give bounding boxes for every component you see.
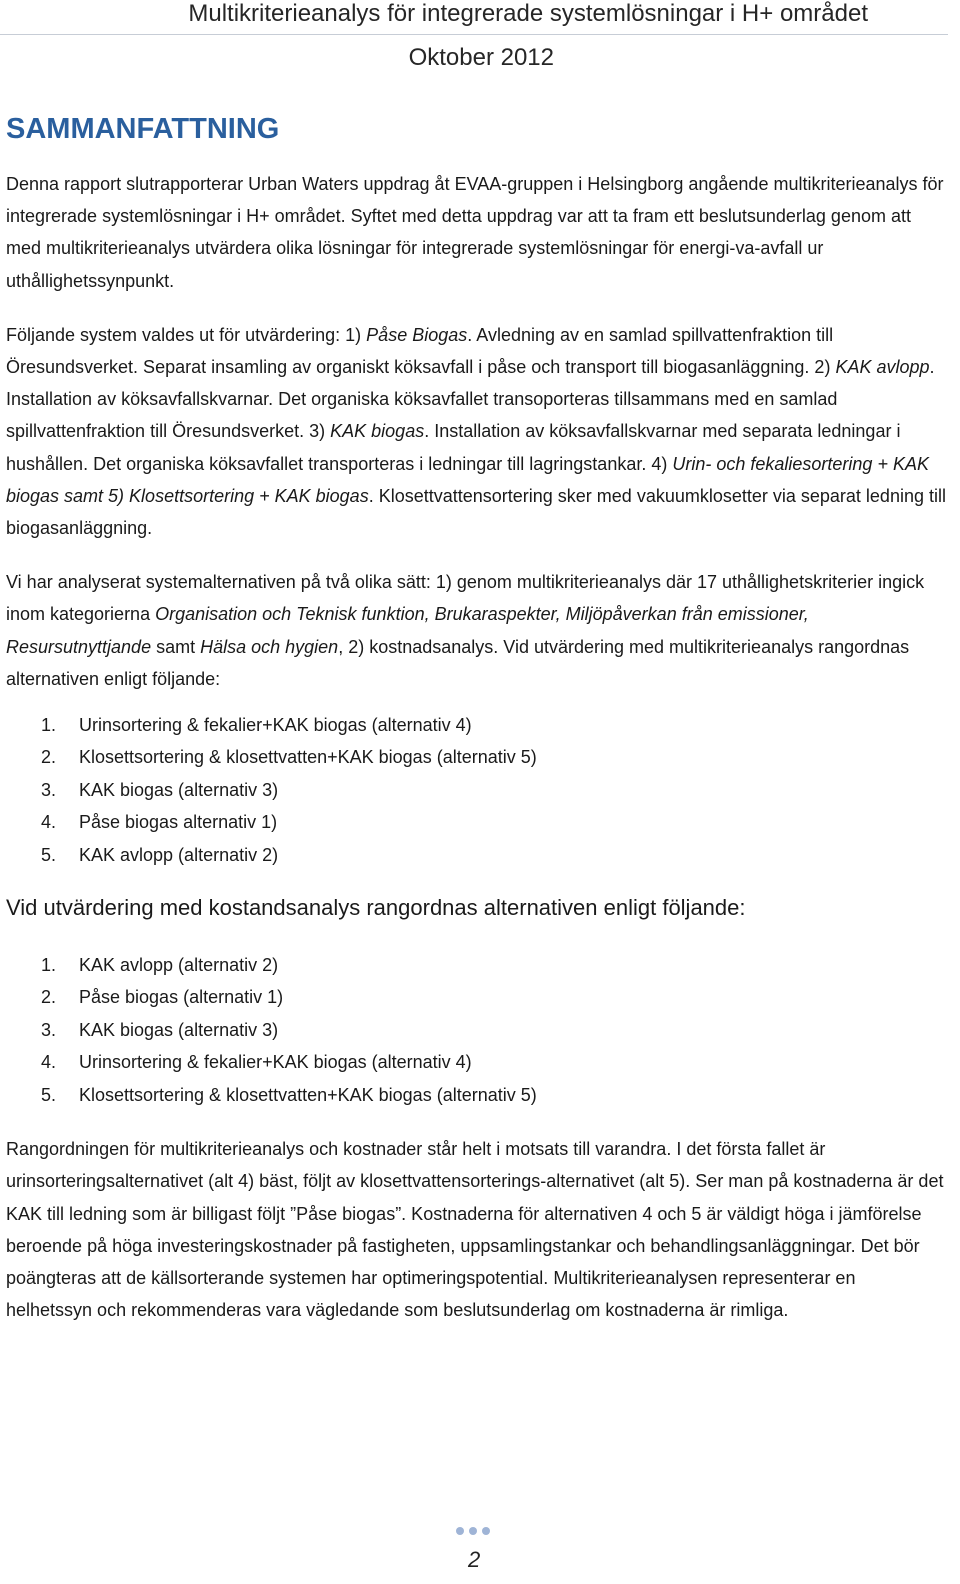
list-item-text: KAK avlopp (alternativ 2) [79, 955, 279, 976]
list-item [41, 1046, 946, 1078]
list-item [41, 1079, 946, 1111]
systems-italic-4: Urin- och fekaliesortering + KAK biogas samt 5) Klosettsortering + KAK biogas [6, 453, 929, 506]
systems-text-3: . Installation av köksavfallskvarnar. Det organiska köksavfallet transoporteras tillsammans med en samlad spillvattenfraktion till Öresundsverket. 3) [6, 357, 935, 442]
list-item-number: 2. [41, 747, 57, 768]
header-divider [0, 34, 948, 35]
analysis-text-2: samt [151, 636, 201, 657]
list-item-text: KAK biogas (alternativ 3) [79, 1019, 279, 1040]
systems-text-1: Följande system valdes ut för utvärdering: 1) [6, 324, 367, 345]
list-item [41, 709, 946, 741]
document-title: Multikriterieanalys för integrerade systemlösningar i H+ området [188, 0, 868, 27]
conclusion-paragraph: Rangordningen för multikriterieanalys och kostnader står helt i motsats till varandra. I det första fallet är urinsorteringsalternativet (alt 4) bäst, följt av klosettvattensorterings-alternativet (alt 5). Ser man på kostnaderna är det KAK till ledning som är billigast följt ”Påse biogas”. Kostnaderna för alternativen 4 och 5 är väldigt höga i jämförelse beroende på höga investeringskostnader på fastigheten, uppsamlingstankar och behandlingsanläggningar. Det bör poängteras att de källsorterande systemen har optimeringspotential. Multikriterieanalysen representerar en helhetssyn och rekommenderas vara vägledande som beslutsunderlag om kostnaderna är rimliga. [6, 1139, 944, 1321]
list-item [41, 981, 946, 1013]
page-number: 2 [468, 1547, 481, 1572]
section-heading: SAMMANFATTNING [6, 113, 280, 145]
analysis-paragraph [6, 566, 946, 695]
systems-text-4: . Installation av köksavfallskvarnar med separata ledningar i hushållen. Det organiska köksavfallet transporteras i ledningar till lagringstankar. 4) [6, 421, 901, 474]
list-item-number: 3. [41, 779, 57, 800]
list-item-text: KAK avlopp (alternativ 2) [79, 844, 279, 865]
list-item-number: 5. [41, 844, 57, 865]
list-item-text: Påse biogas alternativ 1) [79, 812, 278, 833]
list-item-text: KAK biogas (alternativ 3) [79, 779, 279, 800]
multicriteria-ranking-list [41, 709, 946, 871]
list-item-number: 1. [41, 955, 57, 976]
systems-text-5: . Klosettvattensortering sker med vakuumklosetter via separat ledning till biogasanläggning. [6, 485, 946, 539]
systems-paragraph [6, 319, 946, 544]
analysis-italic-1: Organisation och Teknisk funktion, Brukaraspekter, Miljöpåverkan från emissioner, Resursutnyttjande [6, 604, 809, 657]
list-item-number: 5. [41, 1084, 57, 1105]
list-item-number: 4. [41, 1052, 57, 1073]
intro-paragraph: Denna rapport slutrapporterar Urban Waters uppdrag åt EVAA-gruppen i Helsingborg angående multikriterieanalys för integrerade systemlösningar i H+ området. Syftet med detta uppdrag var att ta fram ett beslutsunderlag genom att med multikriterieanalys utvärdera olika lösningar för integrerade systemlösningar för energi-va-avfall ur uthållighetssynpunkt. [6, 174, 944, 291]
list-item-text: Påse biogas (alternativ 1) [79, 987, 284, 1008]
list-item-text: Urinsortering & fekalier+KAK biogas (alternativ 4) [79, 715, 472, 736]
list-item [41, 1014, 946, 1046]
list-item [41, 741, 946, 773]
list-item-number: 4. [41, 812, 57, 833]
list-item-number: 2. [41, 987, 57, 1008]
page-header [0, 0, 960, 80]
list-item-text: Klosettsortering & klosettvatten+KAK biogas (alternativ 5) [79, 747, 537, 768]
cost-analysis-heading: Vid utvärdering med kostandsanalys rangordnas alternativen enligt följande: [6, 895, 746, 921]
analysis-italic-2: Hälsa och hygien [200, 636, 339, 657]
footer-dots-icon [456, 1527, 490, 1535]
document-date: Oktober 2012 [408, 44, 554, 71]
list-item [41, 949, 946, 981]
list-item [41, 806, 946, 838]
page-content [6, 112, 946, 1348]
list-item [41, 839, 946, 871]
list-item-text: Urinsortering & fekalier+KAK biogas (alternativ 4) [79, 1052, 472, 1073]
list-item-text: Klosettsortering & klosettvatten+KAK biogas (alternativ 5) [79, 1084, 537, 1105]
systems-italic-1: Påse Biogas [366, 324, 468, 345]
systems-text-2: . Avledning av en samlad spillvattenfraktion till Öresundsverket. Separat insamling av organiskt köksavfall i påse och transport till biogasanläggning. 2) [6, 324, 836, 378]
cost-ranking-list [41, 949, 946, 1111]
list-item-number: 3. [41, 1019, 57, 1040]
list-item-number: 1. [41, 715, 57, 736]
analysis-text-1: Vi har analyserat systemalternativen på två olika sätt: 1) genom multikriterieanalys där 17 uthållighetskriterier ingick inom kategorierna [6, 572, 925, 625]
systems-italic-3: KAK biogas [330, 421, 425, 442]
list-item [41, 774, 946, 806]
analysis-text-3: , 2) kostnadsanalys. Vid utvärdering med multikriterieanalys rangordnas alternativen enligt följande: [6, 636, 910, 689]
systems-italic-2: KAK avlopp [835, 357, 930, 378]
